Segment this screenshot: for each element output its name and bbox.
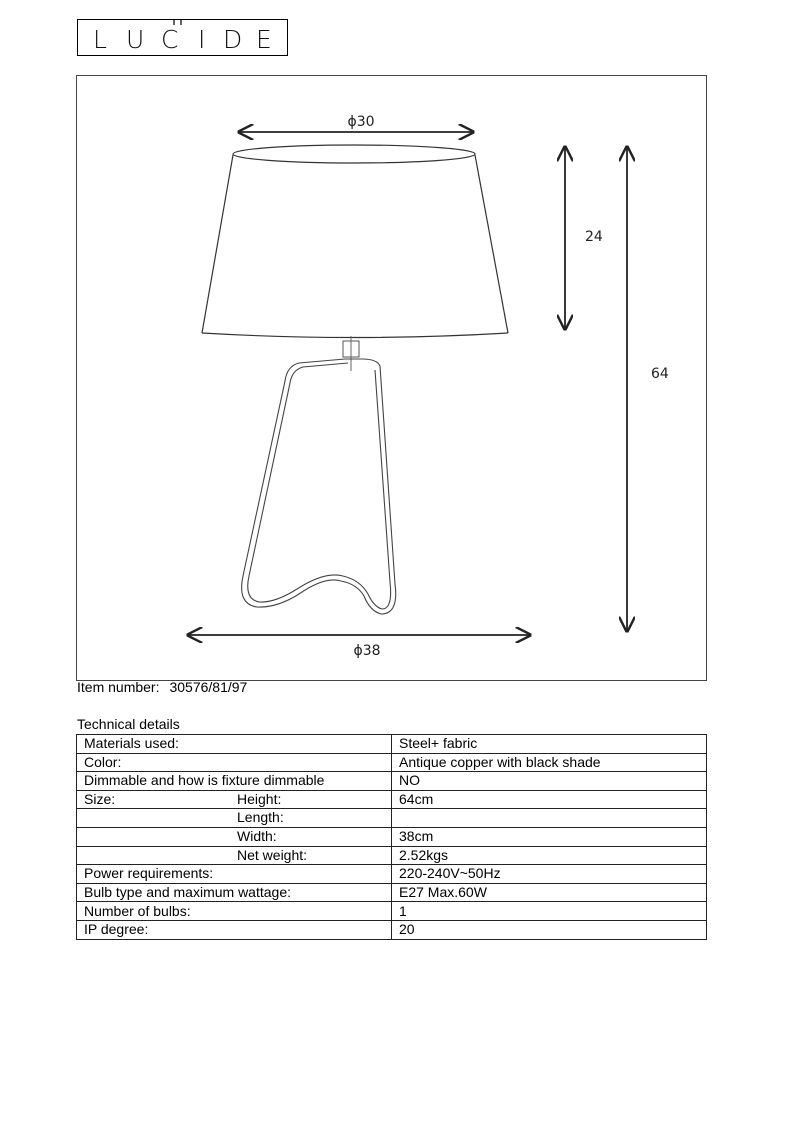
table-row xyxy=(77,846,707,865)
spec-value: 64cm xyxy=(392,790,707,809)
spec-value: 20 xyxy=(392,920,707,939)
spec-value: Steel+ fabric xyxy=(392,735,707,754)
spec-label-cell xyxy=(77,865,392,884)
technical-details-table xyxy=(76,734,707,940)
spec-label: Power requirements: xyxy=(84,865,214,882)
table-row xyxy=(77,772,707,791)
logo-letter-u: U xyxy=(126,25,145,54)
logo-letter-e: E xyxy=(256,25,272,54)
shade-diameter-label: ϕ30 xyxy=(347,114,375,130)
table-row xyxy=(77,827,707,846)
spec-value: NO xyxy=(392,772,707,791)
spec-value: 2.52kgs xyxy=(392,846,707,865)
lamp-base-frame xyxy=(242,359,396,614)
table-row xyxy=(77,735,707,754)
brand-logo xyxy=(77,19,288,56)
spec-label: Size: xyxy=(84,791,116,808)
spec-label-cell xyxy=(77,827,392,846)
item-number-line xyxy=(77,679,247,695)
spec-label: Color: xyxy=(84,753,122,770)
logo-letter-c: C xyxy=(161,25,179,54)
table-row xyxy=(77,790,707,809)
table-row xyxy=(77,883,707,902)
spec-label: Bulb type and maximum wattage: xyxy=(84,884,291,901)
brand-logo-mark xyxy=(78,20,289,57)
total-height-dimension xyxy=(627,147,669,631)
spec-label-cell xyxy=(77,883,392,902)
spec-label-cell xyxy=(77,753,392,772)
total-height-label: 64 xyxy=(651,366,669,382)
spec-label: Number of bulbs: xyxy=(84,902,191,919)
spec-value xyxy=(392,809,707,828)
spec-sublabel: Height: xyxy=(237,790,282,807)
lamp-shade xyxy=(202,145,508,338)
lamp-socket xyxy=(343,336,359,371)
table-row xyxy=(77,902,707,921)
shade-height-label: 24 xyxy=(585,229,603,245)
product-drawing-frame xyxy=(76,75,707,681)
logo-letter-d: D xyxy=(223,25,243,54)
spec-value: 1 xyxy=(392,902,707,921)
spec-value: Antique copper with black shade xyxy=(392,753,707,772)
spec-value: 38cm xyxy=(392,827,707,846)
technical-details-title: Technical details xyxy=(77,716,180,732)
lamp-dimension-drawing xyxy=(77,76,708,682)
spec-label-cell xyxy=(77,809,392,828)
item-number-label: Item number: xyxy=(77,679,160,695)
spec-label-cell xyxy=(77,790,392,809)
spec-label-cell xyxy=(77,772,392,791)
shade-diameter-dimension xyxy=(239,114,473,132)
spec-sublabel: Net weight: xyxy=(237,846,308,863)
spec-label: Materials used: xyxy=(84,735,179,752)
spec-label-cell xyxy=(77,846,392,865)
spec-value: E27 Max.60W xyxy=(392,883,707,902)
table-row xyxy=(77,920,707,939)
logo-letter-l: L xyxy=(93,25,107,54)
spec-label: Dimmable and how is fixture dimmable xyxy=(84,772,325,789)
spec-label-cell xyxy=(77,920,392,939)
spec-label-cell xyxy=(77,735,392,754)
logo-letter-i: I xyxy=(198,25,206,54)
spec-sublabel: Width: xyxy=(237,827,277,844)
spec-label: IP degree: xyxy=(84,921,149,938)
spec-value: 220-240V~50Hz xyxy=(392,865,707,884)
shade-height-dimension xyxy=(565,147,603,329)
table-row xyxy=(77,865,707,884)
item-number-value: 30576/81/97 xyxy=(169,679,248,695)
base-diameter-dimension xyxy=(188,635,530,659)
table-row xyxy=(77,753,707,772)
table-row xyxy=(77,809,707,828)
base-diameter-label: ϕ38 xyxy=(353,643,381,659)
spec-sublabel: Length: xyxy=(237,809,284,826)
spec-label-cell xyxy=(77,902,392,921)
